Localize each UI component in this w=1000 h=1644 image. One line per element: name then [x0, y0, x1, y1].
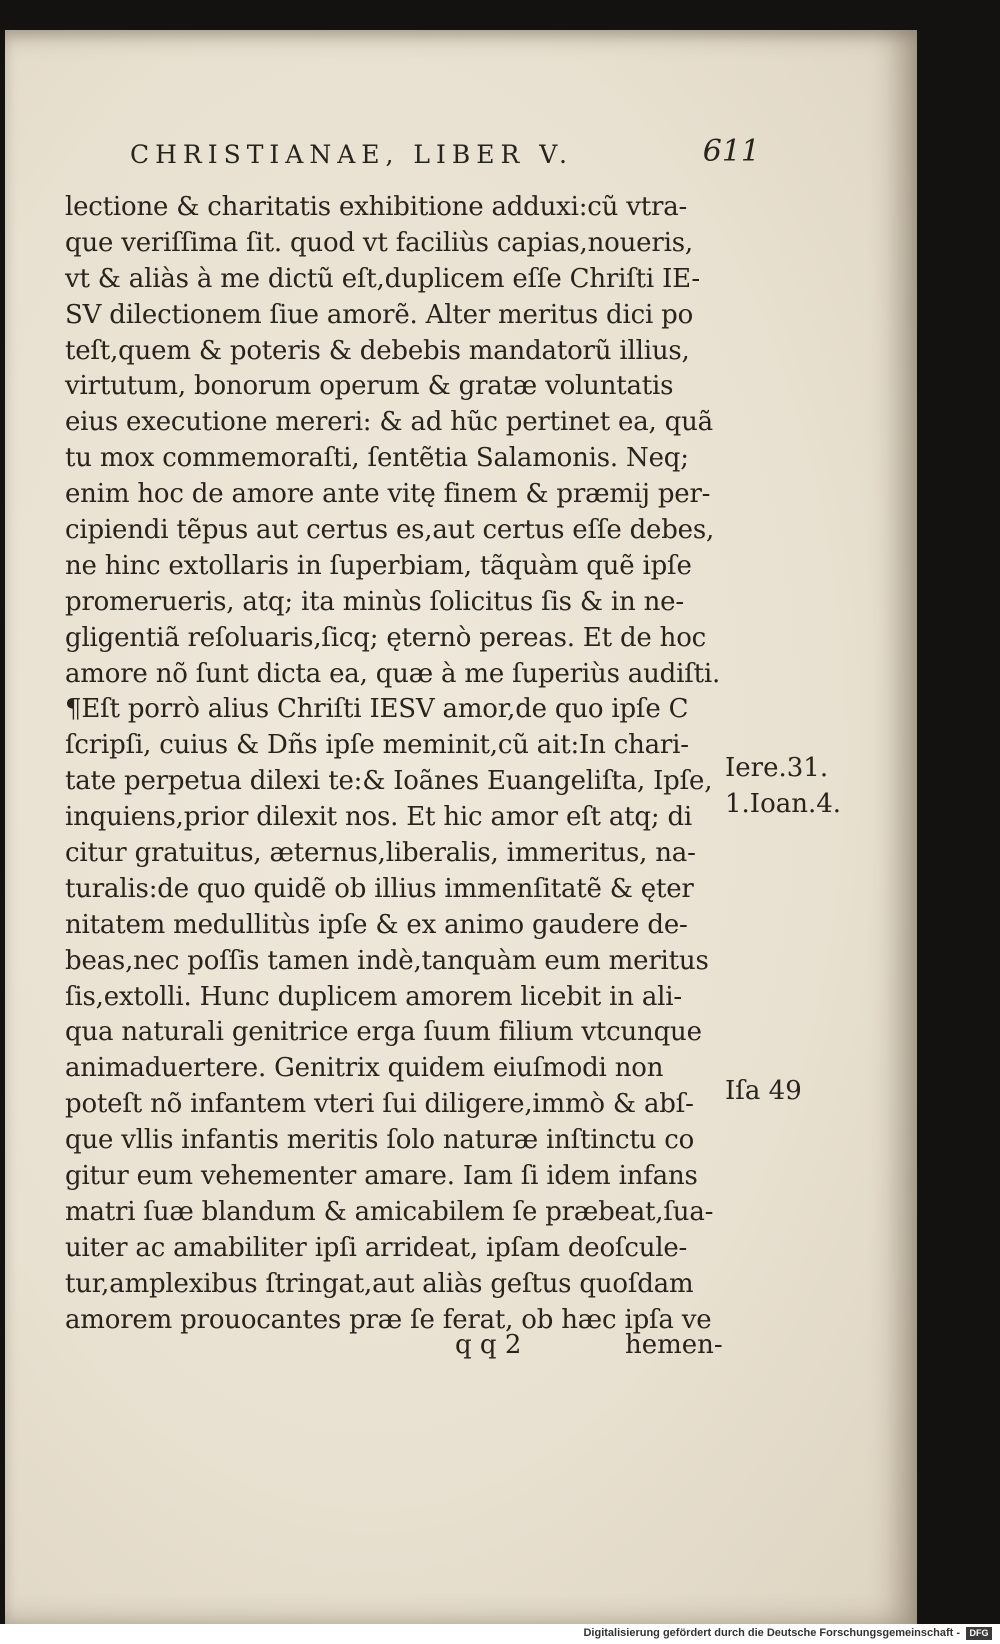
- text-line: tate perpetua dilexi te:& Ioãnes Euangeliſta, Ipſe,: [65, 766, 713, 797]
- marginal-note: Iere.31.: [725, 752, 829, 783]
- text-line: ne hinc extollaris in ſuperbiam, tãquàm quẽ ipſe: [65, 550, 692, 581]
- text-line: eius executione mereri: & ad hũc pertinet ea, quã: [65, 407, 713, 438]
- body-text: [65, 190, 745, 1339]
- catchword: hemen-: [625, 1330, 723, 1360]
- page-number: 611: [702, 134, 760, 169]
- text-line: matri ſuæ blandum & amicabilem ſe præbeat,ſua-: [65, 1196, 714, 1227]
- text-line: uiter ac amabiliter ipſi arrideat, ipſam deoſcule-: [65, 1232, 688, 1263]
- running-title: CHRISTIANAE, LIBER V.: [130, 140, 573, 169]
- signature-mark: q q 2: [455, 1330, 522, 1360]
- page-header: [130, 134, 760, 190]
- funding-credit: Digitalisierung gefördert durch die Deutsche Forschungsgemeinschaft -: [583, 1627, 960, 1639]
- text-line: enim hoc de amore ante vitę finem & præmij per-: [65, 479, 711, 510]
- text-line: inquiens,prior dilexit nos. Et hic amor eſt atq; di: [65, 802, 693, 833]
- text-line: qua naturali genitrice erga ſuum filium vtcunque: [65, 1017, 702, 1048]
- marginal-note: Iſa 49: [725, 1076, 802, 1106]
- text-line: virtutum, bonorum operum & gratæ voluntatis: [65, 371, 674, 402]
- text-line: tur,amplexibus ſtringat,aut aliàs geſtus quoſdam: [65, 1268, 694, 1299]
- text-line: citur gratuitus, æternus,liberalis, immeritus, na-: [65, 838, 696, 869]
- text-line: cipiendi tẽpus aut certus es,aut certus eſſe debes,: [65, 515, 715, 546]
- text-line: que veriſſima ſit. quod vt faciliùs capias,noueris,: [65, 227, 693, 258]
- text-line: ſis,extolli. Hunc duplicem amorem licebit in ali-: [65, 981, 682, 1012]
- text-line: nitatem medullitùs ipſe & ex animo gaudere de-: [65, 909, 688, 940]
- text-line: ſcripſi, cuius & Dñs ipſe meminit,cũ ait:In chari-: [65, 730, 689, 761]
- book-page: [5, 30, 917, 1624]
- text-line: lectione & charitatis exhibitione adduxi:cũ vtra-: [65, 192, 688, 222]
- text-line: ¶Eſt porrò alius Chriſti IESV amor,de quo ipſe C: [65, 694, 689, 725]
- marginal-note: 1.Ioan.4.: [725, 788, 842, 819]
- text-line: tu mox commemoraſti, ſentẽtia Salamonis. Neq;: [65, 443, 689, 474]
- text-line: SV dilectionem ſiue amorẽ. Alter meritus dici po: [65, 299, 694, 330]
- dfg-logo-icon: DFG: [966, 1627, 992, 1640]
- text-line: promerueris, atq; ita minùs ſolicitus ſis & in ne-: [65, 586, 684, 617]
- text-line: poteſt nõ infantem vteri ſui diligere,immò & abſ-: [65, 1089, 694, 1120]
- text-line: animaduertere. Genitrix quidem eiuſmodi non: [65, 1053, 664, 1084]
- text-line: teſt,quem & poteris & debebis mandatorũ illius,: [65, 335, 690, 366]
- text-line: gligentiã reſoluaris,ſicq; ęternò pereas. Et de hoc: [65, 622, 707, 653]
- page-footer-marks: [455, 1330, 755, 1370]
- text-line: gitur eum vehementer amare. Iam ſi idem infans: [65, 1161, 698, 1192]
- digitization-footer: [0, 1624, 1000, 1644]
- text-line: beas,nec poſſis tamen indè,tanquàm eum meritus: [65, 945, 709, 976]
- text-line: turalis:de quo quidẽ ob illius immenſitatẽ & ęter: [65, 873, 694, 904]
- text-line: amore nõ ſunt dicta ea, quæ à me ſuperiùs audiſti.: [65, 658, 721, 689]
- text-line: vt & aliàs à me dictũ eſt,duplicem eſſe Chriſti IE-: [65, 263, 700, 294]
- text-line: amorem prouocantes præ ſe ferat, ob hæc ipſa ve: [65, 1304, 712, 1335]
- text-line: que vllis infantis meritis ſolo naturæ inſtinctu co: [65, 1125, 695, 1156]
